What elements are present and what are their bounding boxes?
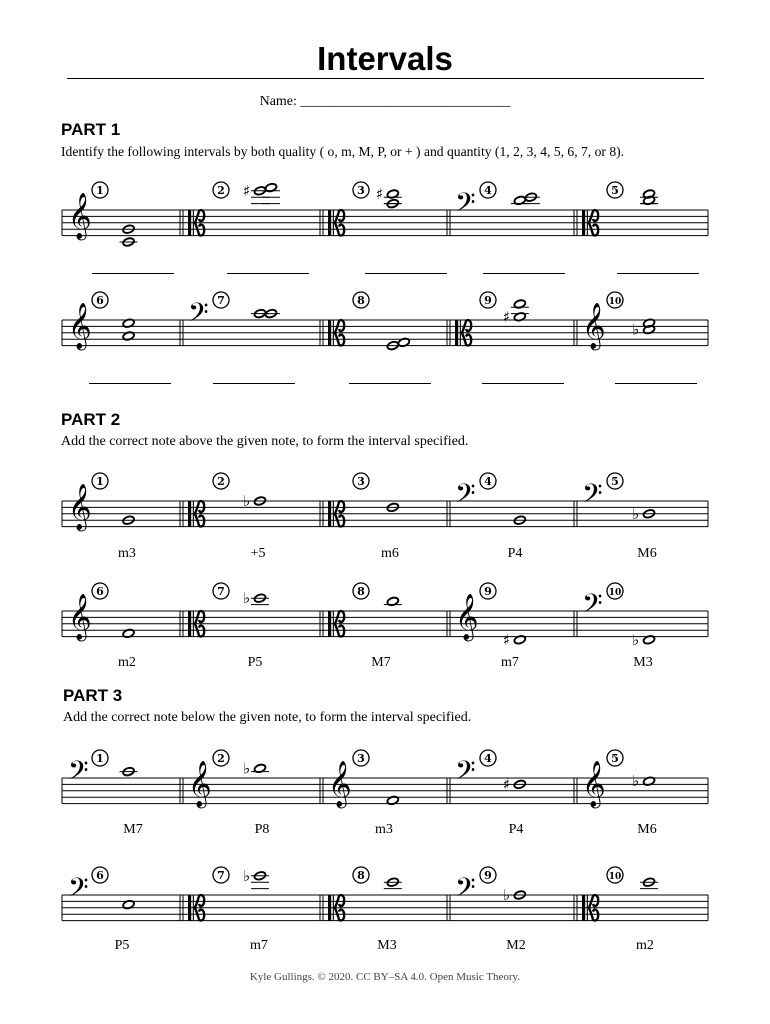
measure-number: 1	[96, 475, 104, 488]
measure-number: 9	[484, 294, 492, 307]
interval-label-8: M7	[371, 655, 391, 670]
interval-label-9: m7	[501, 655, 519, 670]
measure-number: 3	[357, 475, 365, 488]
flat-icon: ♭	[632, 772, 640, 791]
measure-number: 5	[611, 752, 619, 765]
bass-clef-icon: 𝄢	[582, 587, 603, 626]
measure-number: 10	[608, 872, 622, 882]
part1-row2-staff	[0, 280, 770, 360]
interval-label-p3-6: P5	[114, 938, 130, 953]
bass-clef-icon: 𝄢	[455, 477, 476, 516]
measure-number: 2	[217, 475, 225, 488]
interval-label-1: m3	[118, 546, 136, 561]
measure-number: 10	[608, 297, 622, 307]
interval-label-p3-5: M6	[637, 822, 657, 837]
measure-number: 6	[96, 585, 104, 598]
answer-line-8[interactable]	[349, 383, 431, 384]
measure-number: 3	[357, 184, 365, 197]
measure-number: 2	[217, 184, 225, 197]
flat-icon: ♭	[243, 759, 251, 778]
flat-icon: ♭	[243, 492, 251, 510]
treble-clef-icon: 𝄞	[328, 761, 352, 808]
footer-credit: Kyle Gullings. © 2020. CC BY–SA 4.0. Open Music Theory.	[249, 971, 521, 983]
treble-clef-icon: 𝄞	[68, 594, 92, 641]
interval-label-p3-2: P8	[254, 822, 270, 837]
flat-icon: ♭	[243, 589, 251, 608]
measure-number: 10	[608, 588, 622, 598]
answer-line-7[interactable]	[213, 383, 295, 384]
part2-heading: PART 2	[61, 410, 121, 429]
part2-instructions: Add the correct note above the given note, to form the interval specified.	[61, 434, 469, 449]
interval-label-7: P5	[247, 655, 263, 670]
interval-label-5: M6	[637, 546, 657, 561]
flat-icon: ♭	[243, 866, 251, 885]
measure-number: 6	[96, 294, 104, 307]
flat-icon: ♭	[632, 320, 640, 339]
flat-icon: ♭	[502, 886, 510, 904]
measure-number: 7	[217, 294, 225, 307]
sharp-icon: ♯	[243, 181, 251, 200]
measure-number: 8	[357, 869, 365, 882]
bass-clef-icon: 𝄢	[455, 186, 476, 225]
answer-line-1[interactable]	[92, 273, 174, 274]
treble-clef-icon: 𝄞	[68, 303, 92, 350]
interval-label-4: P4	[507, 546, 523, 561]
sharp-icon: ♯	[502, 630, 511, 649]
measure-number: 9	[484, 585, 492, 598]
treble-clef-icon: 𝄞	[582, 303, 606, 350]
measure-number: 5	[611, 184, 619, 197]
measure-number: 4	[484, 752, 492, 765]
bass-clef-icon: 𝄢	[68, 754, 89, 793]
part3-row1-staff	[0, 738, 770, 818]
treble-clef-icon: 𝄞	[188, 761, 212, 808]
measure-number: 2	[217, 752, 225, 765]
answer-line-6[interactable]	[89, 383, 171, 384]
interval-label-p3-3: m3	[375, 822, 393, 837]
part1-heading: PART 1	[61, 120, 121, 139]
treble-clef-icon: 𝄞	[68, 193, 92, 240]
answer-line-2[interactable]	[227, 273, 309, 274]
sharp-icon: ♯	[375, 185, 384, 203]
interval-label-p3-7: m7	[250, 938, 268, 953]
measure-number: 8	[357, 294, 365, 307]
sharp-icon: ♯	[502, 775, 511, 794]
treble-clef-icon: 𝄞	[455, 594, 479, 641]
part3-row2-staff	[0, 855, 770, 935]
part3-instructions: Add the correct note below the given note, to form the interval specified.	[63, 710, 472, 725]
bass-clef-icon: 𝄢	[68, 871, 89, 910]
part1-instructions: Identify the following intervals by both quality ( o, m, M, P, or + ) and quantity (1, 2, 3, 4, 5, 6, 7, or 8).	[61, 144, 625, 159]
bass-clef-icon: 𝄢	[455, 754, 476, 793]
sharp-icon: ♯	[502, 307, 511, 326]
title-rule	[67, 78, 704, 79]
treble-clef-icon: 𝄞	[582, 761, 606, 808]
treble-clef-icon: 𝄞	[68, 484, 92, 531]
measure-number: 1	[96, 752, 104, 765]
interval-label-p3-9: M2	[506, 938, 526, 953]
measure-number: 5	[611, 475, 619, 488]
interval-label-p3-10: m2	[636, 938, 654, 953]
measure-number: 7	[217, 869, 225, 882]
measure-number: 4	[484, 184, 492, 197]
measure-number: 7	[217, 585, 225, 598]
flat-icon: ♭	[632, 504, 640, 523]
measure-number: 1	[96, 184, 104, 197]
part2-row1-staff	[0, 461, 770, 541]
answer-line-3[interactable]	[365, 273, 447, 274]
bass-clef-icon: 𝄢	[582, 477, 603, 516]
answer-line-4[interactable]	[483, 273, 565, 274]
measure-number: 4	[484, 475, 492, 488]
measure-number: 9	[484, 869, 492, 882]
flat-icon: ♭	[632, 630, 640, 649]
answer-line-10[interactable]	[615, 383, 697, 384]
page-title: Intervals	[317, 40, 453, 77]
measure-number: 8	[357, 585, 365, 598]
interval-label-p3-4: P4	[508, 822, 524, 837]
answer-line-9[interactable]	[482, 383, 564, 384]
measure-number: 3	[357, 752, 365, 765]
interval-label-p3-1: M7	[123, 822, 143, 837]
interval-label-2: +5	[250, 546, 266, 561]
part1-row1-staff	[0, 170, 770, 250]
bass-clef-icon: 𝄢	[188, 296, 209, 335]
measure-number: 6	[96, 869, 104, 882]
interval-label-6: m2	[118, 655, 136, 670]
interval-label-3: m6	[381, 546, 399, 561]
answer-line-5[interactable]	[617, 273, 699, 274]
part2-row2-staff	[0, 571, 770, 651]
bass-clef-icon: 𝄢	[455, 871, 476, 910]
interval-label-10: M3	[633, 655, 653, 670]
name-field: Name: ______________________________	[259, 94, 511, 109]
interval-label-p3-8: M3	[377, 938, 397, 953]
part3-heading: PART 3	[63, 686, 123, 705]
